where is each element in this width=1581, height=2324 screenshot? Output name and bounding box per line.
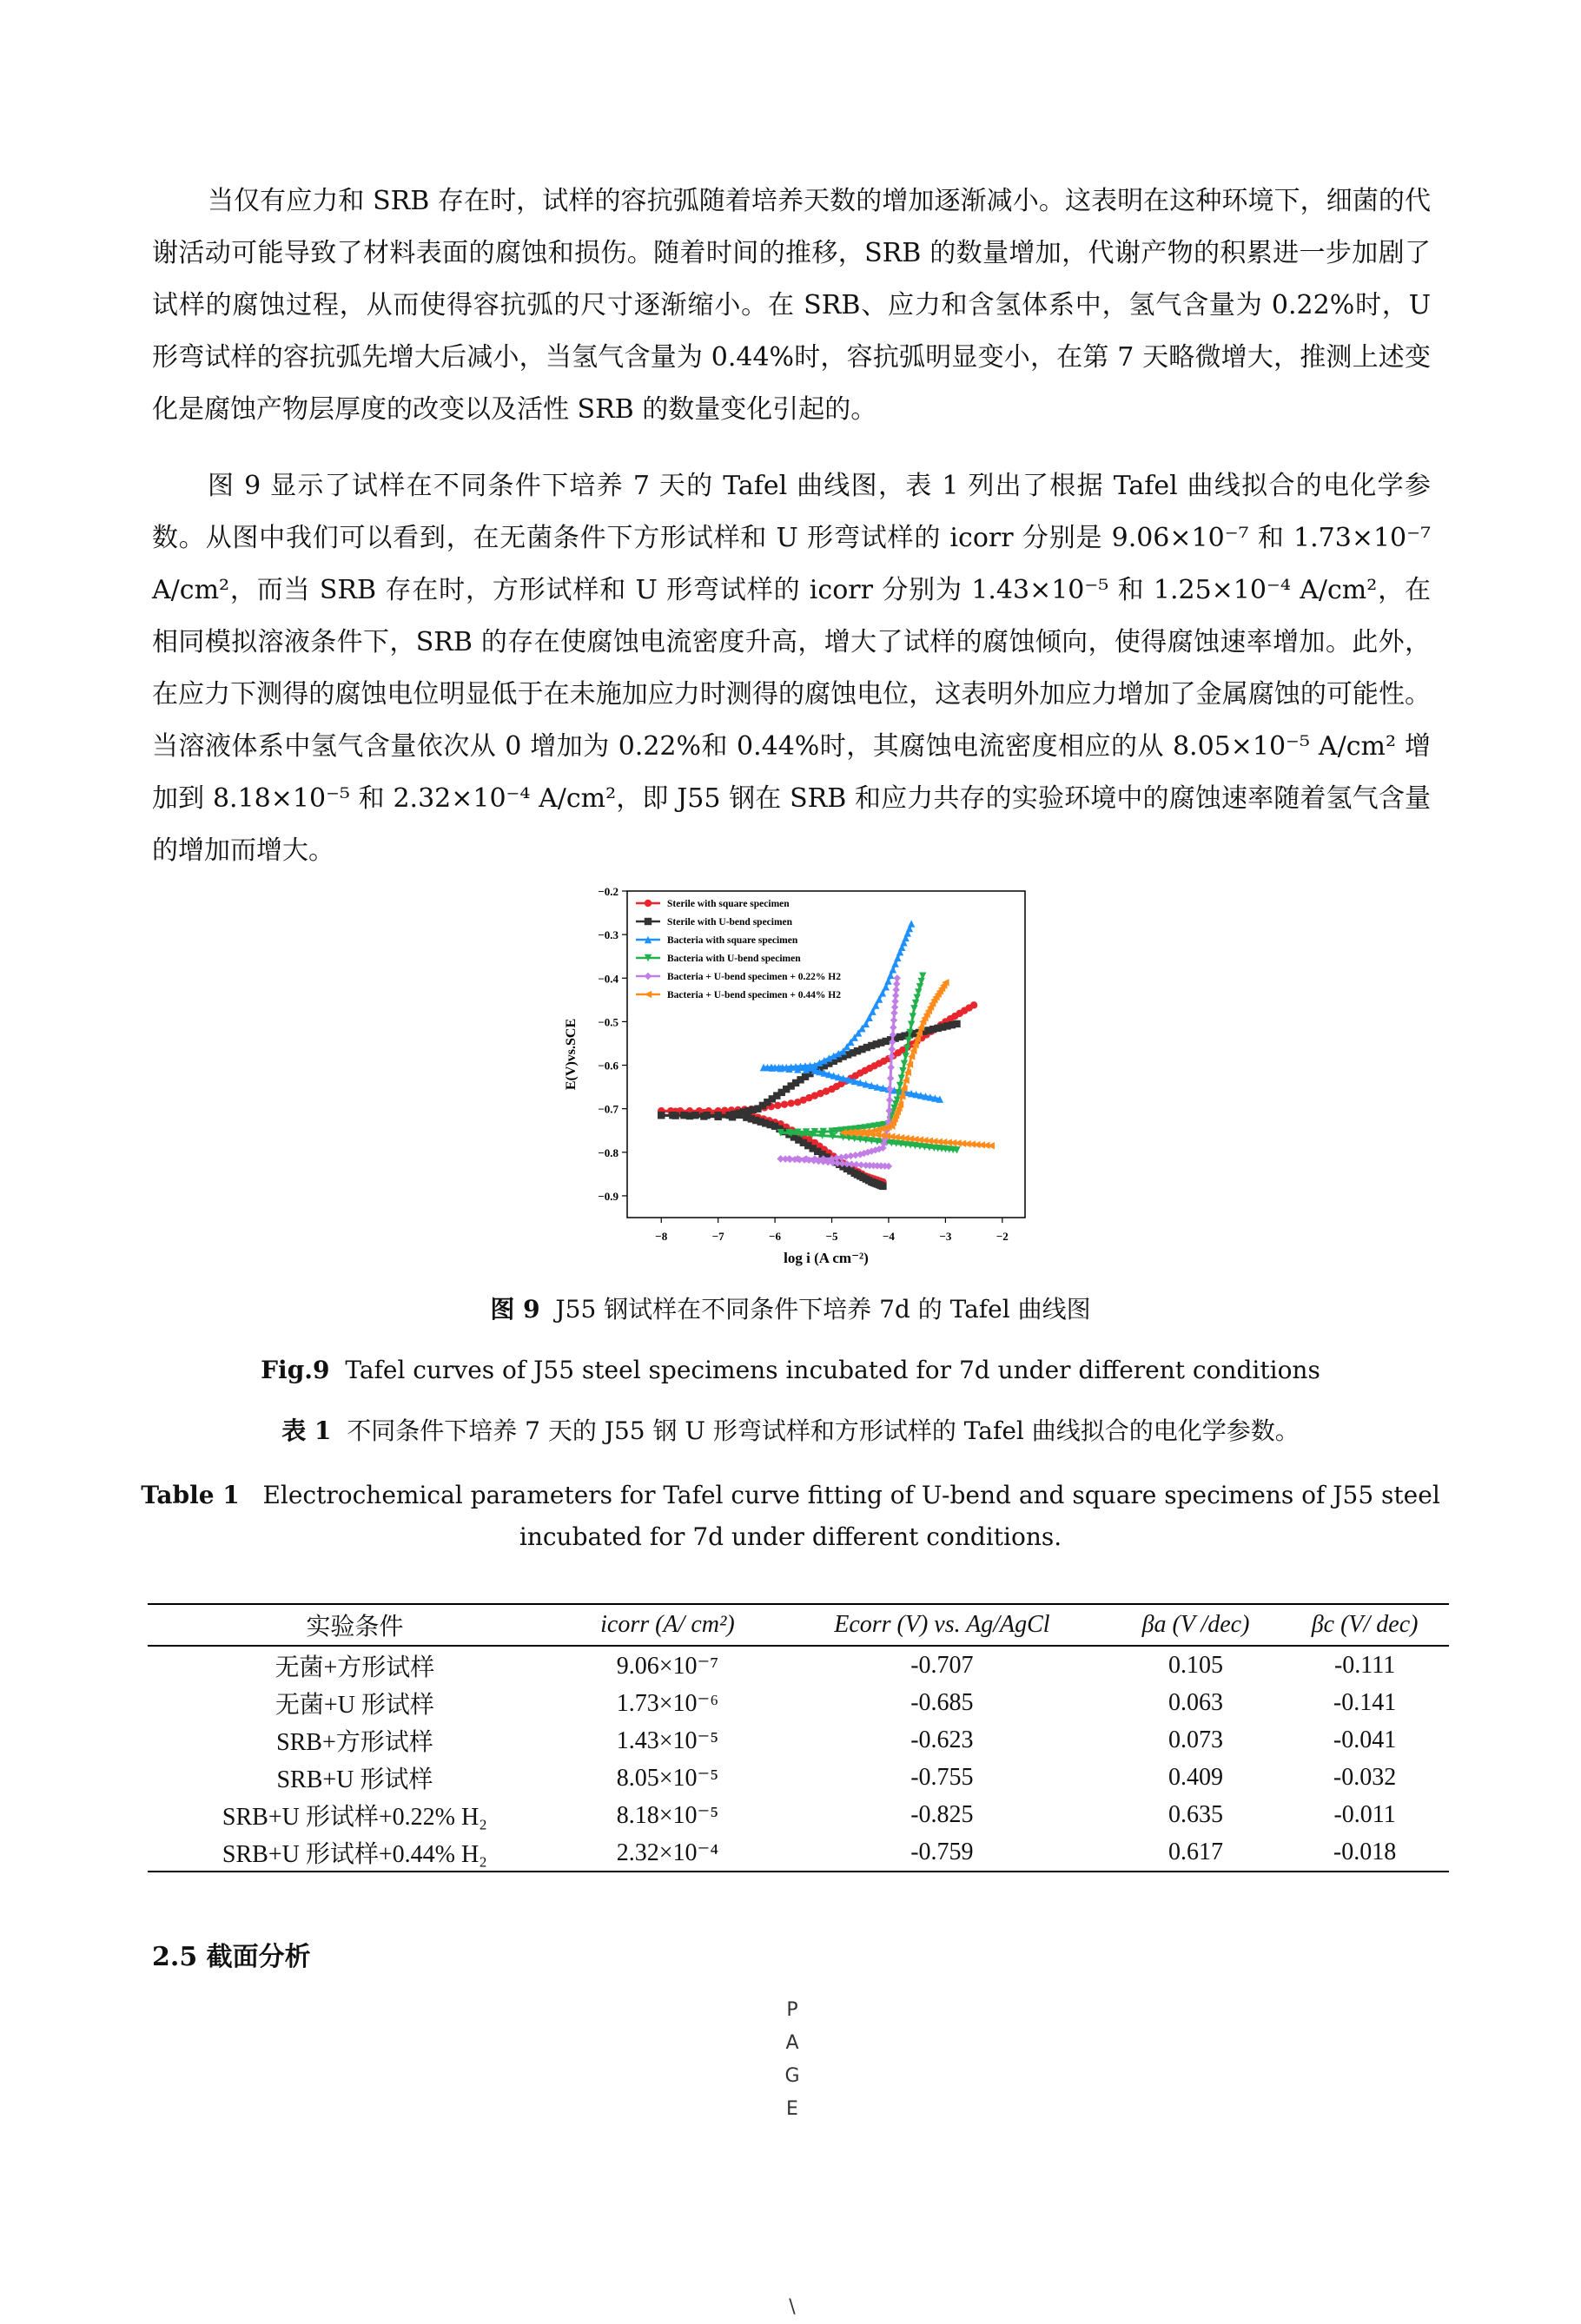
data-point bbox=[953, 1020, 960, 1027]
data-point bbox=[886, 1096, 893, 1103]
tafel-chart bbox=[556, 884, 1042, 1280]
data-point bbox=[887, 1064, 894, 1071]
data-point bbox=[970, 1001, 977, 1008]
data-point bbox=[892, 986, 899, 993]
legend-label: Bacteria with square specimen bbox=[667, 935, 798, 946]
table-cell: 0.409 bbox=[1168, 1763, 1223, 1791]
x-tick-label: −8 bbox=[655, 1230, 668, 1243]
page-mark bbox=[782, 1994, 803, 2324]
table-caption-en-line1: Electrochemical parameters for Tafel curve fitting of U-bend and square specimens of J55 steel bbox=[262, 1481, 1440, 1509]
x-tick-label: −6 bbox=[769, 1230, 782, 1243]
table-cell: 0.073 bbox=[1168, 1726, 1223, 1753]
x-tick-label: −3 bbox=[939, 1230, 952, 1243]
legend-label: Sterile with square specimen bbox=[667, 899, 790, 909]
y-tick-label: −0.9 bbox=[598, 1189, 619, 1203]
data-point bbox=[887, 1074, 894, 1081]
table-cell: -0.041 bbox=[1333, 1726, 1397, 1753]
data-point bbox=[894, 974, 901, 981]
data-point bbox=[910, 1005, 917, 1012]
data-point bbox=[703, 1112, 710, 1119]
data-point bbox=[890, 1009, 897, 1016]
table-cell: 8.05×10⁻⁵ bbox=[616, 1764, 719, 1792]
y-tick-label: −0.4 bbox=[598, 972, 619, 986]
table-row bbox=[148, 1759, 1449, 1796]
table-cell: SRB+U 形试样+0.22% H₂ bbox=[222, 1803, 487, 1831]
table-cell: -0.825 bbox=[910, 1800, 974, 1828]
data-point bbox=[774, 1102, 781, 1109]
table-caption-cn-text: 不同条件下培养 7 天的 J55 钢 U 形弯试样和方形试样的 Tafel 曲线拟合的电化学参数。 bbox=[347, 1416, 1300, 1445]
legend-label: Bacteria + U-bend specimen + 0.22% H2 bbox=[667, 972, 841, 982]
legend-marker bbox=[645, 973, 652, 980]
table-cell: 无菌+方形试样 bbox=[275, 1654, 435, 1681]
parameters-table bbox=[148, 1603, 1449, 1872]
data-point bbox=[908, 920, 915, 927]
table-caption-en-label: Table 1 bbox=[141, 1481, 240, 1509]
header-condition: 实验条件 bbox=[148, 1604, 562, 1646]
table-cell: 1.43×10⁻⁵ bbox=[616, 1726, 719, 1754]
legend-label: Sterile with U-bend specimen bbox=[667, 917, 793, 928]
table-cell: 1.73×10⁻⁶ bbox=[616, 1689, 719, 1717]
table-cell: -0.755 bbox=[910, 1763, 974, 1791]
x-tick-label: −7 bbox=[711, 1230, 724, 1243]
header-ecorr: Ecorr (V) vs. Ag/AgCl bbox=[773, 1604, 1111, 1646]
y-tick-label: −0.3 bbox=[598, 928, 619, 942]
y-tick-label: −0.6 bbox=[598, 1059, 619, 1073]
data-point bbox=[658, 1112, 665, 1119]
figure-caption-cn-text: J55 钢试样在不同条件下培养 7d 的 Tafel 曲线图 bbox=[555, 1295, 1091, 1324]
page-mark-letter: G bbox=[784, 2065, 800, 2087]
table-row bbox=[148, 1796, 1449, 1833]
table-cell: 9.06×10⁻⁷ bbox=[616, 1652, 719, 1680]
x-tick-label: −4 bbox=[883, 1230, 895, 1243]
table-cell: 8.18×10⁻⁵ bbox=[616, 1801, 719, 1829]
header-icorr: icorr (A/ cm²) bbox=[562, 1604, 773, 1646]
table-cell: 0.063 bbox=[1168, 1688, 1223, 1716]
table-caption-en-line2: incubated for 7d under different conditions. bbox=[519, 1522, 1062, 1551]
data-point bbox=[892, 992, 899, 999]
header-beta-c: βc (V/ dec) bbox=[1280, 1604, 1449, 1646]
table-caption-en bbox=[0, 1475, 1581, 1516]
legend-marker bbox=[645, 900, 652, 907]
data-point bbox=[890, 1017, 897, 1024]
data-point bbox=[901, 1060, 908, 1067]
table-row bbox=[148, 1684, 1449, 1721]
data-point bbox=[891, 1003, 898, 1010]
data-point bbox=[680, 1112, 687, 1119]
y-axis-label: E(V)vs.SCE bbox=[564, 1018, 579, 1091]
figure-caption-cn bbox=[0, 1289, 1581, 1330]
y-tick-label: −0.7 bbox=[598, 1102, 619, 1116]
legend-marker bbox=[645, 918, 652, 925]
table-cell: -0.011 bbox=[1333, 1800, 1396, 1828]
data-point bbox=[669, 1112, 676, 1119]
table-cell: -0.018 bbox=[1280, 1833, 1449, 1872]
figure-caption-cn-label: 图 9 bbox=[490, 1295, 540, 1324]
data-point bbox=[891, 998, 898, 1005]
header-beta-a: βa (V /dec) bbox=[1111, 1604, 1280, 1646]
page-mark-letter: \ bbox=[789, 2296, 796, 2318]
data-point bbox=[879, 1183, 886, 1190]
data-point bbox=[890, 1024, 896, 1031]
figure-caption-en bbox=[0, 1350, 1581, 1391]
data-point bbox=[787, 1099, 794, 1106]
page-mark-letter: A bbox=[785, 2032, 799, 2054]
x-axis-label: log i (A cm⁻²) bbox=[784, 1250, 869, 1266]
data-point bbox=[893, 980, 900, 987]
table-cell: 0.617 bbox=[1111, 1833, 1280, 1872]
table-row bbox=[148, 1833, 1449, 1872]
page-mark-letter: E bbox=[786, 2098, 798, 2120]
data-point bbox=[910, 1013, 916, 1020]
y-tick-label: −0.5 bbox=[598, 1015, 619, 1029]
data-point bbox=[899, 1067, 906, 1074]
figure-caption-en-label: Fig.9 bbox=[261, 1356, 330, 1384]
table-cell: 0.105 bbox=[1168, 1651, 1223, 1679]
paragraph-2: 图 9 显示了试样在不同条件下培养 7 天的 Tafel 曲线图，表 1 列出了根据 Tafel 曲线拟合的电化学参数。从图中我们可以看到，在无菌条件下方形试样和 U 形弯试样的 icorr 分别是 9.06×10⁻⁷ 和 1.73×10⁻⁷ A/cm²，而当 SRB 存在时，方形试样和 U 形弯试样的 icorr 分别为 1.43×10⁻⁵ 和 1.25×10⁻⁴ A/cm²，在相同模拟溶液条件下，SRB 的存在使腐蚀电流密度升高，增大了试样的腐蚀倾向，使得腐蚀速率增加。此外，在应力下测得的腐蚀电位明显低于在未施加应力时测得的腐蚀电位，这表明外加应力增加了金属腐蚀的可能性。当溶液体系中氢气含量依次从 0 增加为 0.22%和 0.44%时，其腐蚀电流密度相应的从 8.05×10⁻⁵ A/cm² 增加到 8.18×10⁻⁵ 和 2.32×10⁻⁴ A/cm²，即 J55 钢在 SRB 和应力共存的实验环境中的腐蚀速率随着氢气含量的增加而增大。 bbox=[152, 471, 1431, 866]
figure-caption-en-text: Tafel curves of J55 steel specimens incubated for 7d under different conditions bbox=[345, 1356, 1320, 1384]
data-point bbox=[714, 1112, 721, 1119]
table-cell: -0.141 bbox=[1333, 1688, 1397, 1716]
section-heading: 2.5 截面分析 bbox=[152, 1942, 311, 1972]
table-caption-cn bbox=[0, 1410, 1581, 1452]
data-point bbox=[691, 1112, 698, 1119]
data-point bbox=[889, 1046, 896, 1053]
table-cell: 2.32×10⁻⁴ bbox=[562, 1833, 773, 1872]
table-cell: 无菌+U 形试样 bbox=[275, 1691, 434, 1719]
y-tick-label: −0.8 bbox=[598, 1145, 619, 1159]
y-tick-label: −0.2 bbox=[598, 885, 619, 898]
x-tick-label: −5 bbox=[825, 1230, 838, 1243]
table-cell: -0.759 bbox=[773, 1833, 1111, 1872]
data-point bbox=[781, 1100, 788, 1107]
legend-label: Bacteria + U-bend specimen + 0.44% H2 bbox=[667, 990, 841, 1000]
page-mark-letter: P bbox=[786, 1999, 798, 2021]
data-point bbox=[777, 1155, 784, 1162]
paragraph-1: 当仅有应力和 SRB 存在时，试样的容抗弧随着培养天数的增加逐渐减小。这表明在这种环境下，细菌的代谢活动可能导致了材料表面的腐蚀和损伤。随着时间的推移，SRB 的数量增加，代谢产物的积累进一步加剧了试样的腐蚀过程，从而使得容抗弧的尺寸逐渐缩小。在 SRB、应力和含氢体系中，氢气含量为 0.22%时，U 形弯试样的容抗弧先增大后减小，当氢气含量为 0.44%时，容抗弧明显变小，在第 7 天略微增大，推测上述变化是腐蚀产物层厚度的改变以及活性 SRB 的数量变化引起的。 bbox=[152, 186, 1431, 425]
table-cell: -0.032 bbox=[1333, 1763, 1397, 1791]
table-caption-cn-label: 表 1 bbox=[281, 1416, 332, 1445]
legend-marker bbox=[645, 991, 652, 998]
table-row bbox=[148, 1721, 1449, 1759]
table-cell: -0.623 bbox=[910, 1726, 974, 1753]
legend-label: Bacteria with U-bend specimen bbox=[667, 954, 801, 964]
table-row bbox=[148, 1646, 1449, 1684]
table-cell: 0.635 bbox=[1168, 1800, 1223, 1828]
table-cell: -0.707 bbox=[910, 1651, 974, 1679]
table-cell: -0.685 bbox=[910, 1688, 974, 1716]
x-tick-label: −2 bbox=[996, 1230, 1009, 1243]
table-cell: SRB+U 形试样 bbox=[276, 1766, 433, 1793]
table-header-row bbox=[148, 1604, 1449, 1646]
table-cell: SRB+U 形试样+0.44% H₂ bbox=[148, 1833, 562, 1872]
table-cell: SRB+方形试样 bbox=[276, 1728, 433, 1756]
data-point bbox=[908, 1021, 915, 1028]
table-cell: -0.111 bbox=[1333, 1651, 1396, 1679]
